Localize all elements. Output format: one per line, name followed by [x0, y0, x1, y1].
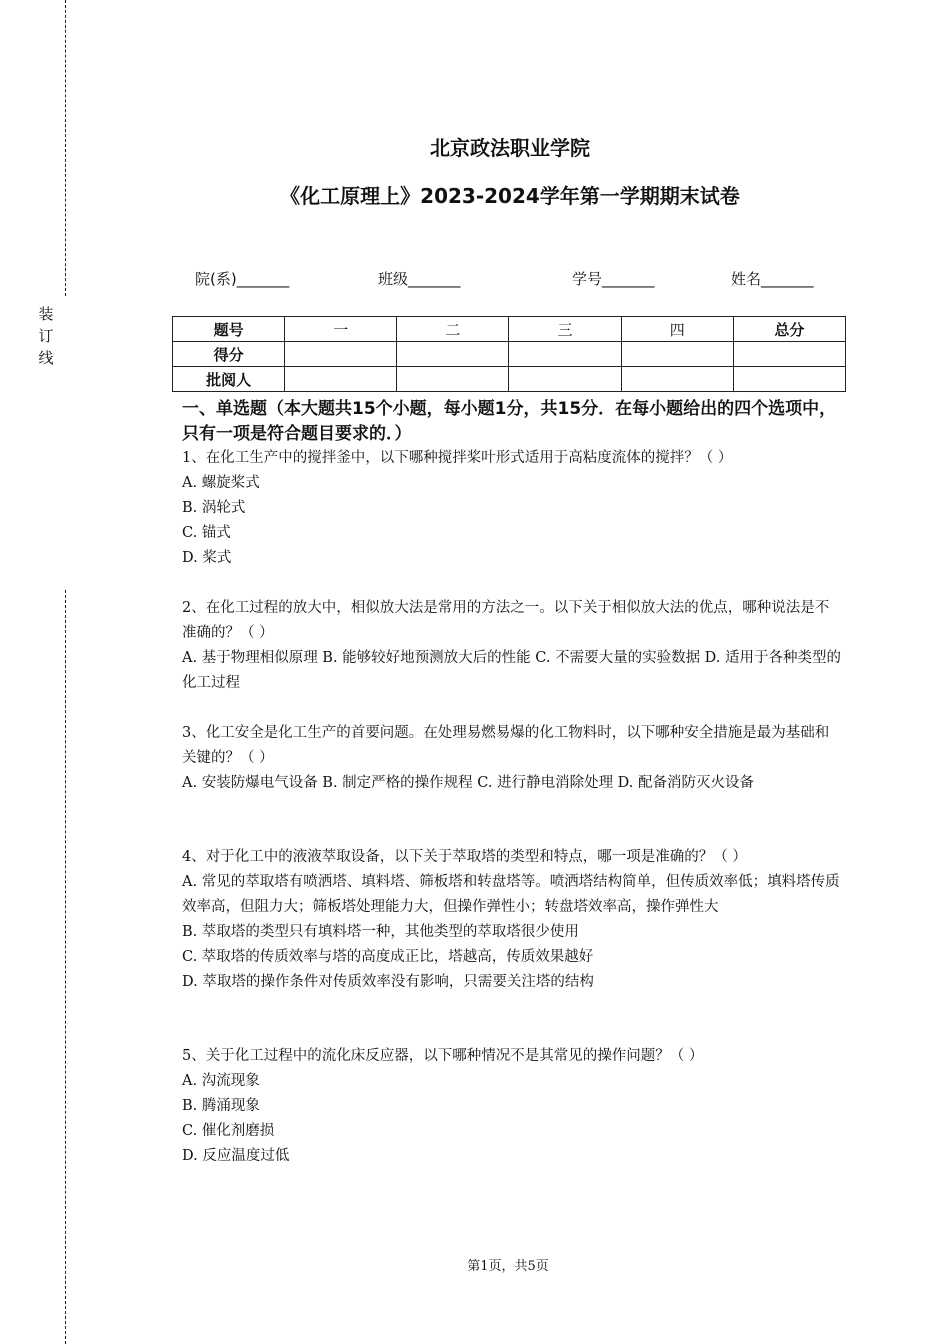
question-stem: 4、对于化工中的液液萃取设备，以下关于萃取塔的类型和特点，哪一项是准确的？（ ）	[182, 849, 747, 865]
score-table	[172, 316, 846, 392]
score-cell[interactable]	[285, 342, 397, 367]
page-footer: 第1页，共5页	[467, 1259, 549, 1274]
grader-cell[interactable]	[621, 367, 733, 392]
option-b: B. 腾涌现象	[182, 1098, 260, 1114]
grader-cell[interactable]	[397, 367, 509, 392]
option-b: B. 萃取塔的类型只有填料塔一种，其他类型的萃取塔很少使用	[182, 924, 579, 940]
section-title: 一、单选题（本大题共15个小题，每小题1分，共15分．在每小题给出的四个选项中，只有一项是符合题目要求的．）	[182, 399, 837, 444]
name-field[interactable]: 姓名_______	[731, 270, 814, 288]
exam-title: 《化工原理上》2023-2024学年第一学期期末试卷	[280, 184, 740, 208]
score-cell[interactable]	[397, 342, 509, 367]
school-name: 北京政法职业学院	[430, 136, 590, 160]
option-c: C. 锚式	[182, 525, 231, 541]
option-d: D. 萃取塔的操作条件对传质效率没有影响，只需要关注塔的结构	[182, 974, 594, 990]
option-d: D. 反应温度过低	[182, 1148, 290, 1164]
col-question-number: 题号	[173, 317, 285, 342]
question-stem: 5、关于化工过程中的流化床反应器，以下哪种情况不是其常见的操作问题？（ ）	[182, 1048, 704, 1064]
score-row	[173, 342, 846, 367]
option-a: A. 常见的萃取塔有喷洒塔、填料塔、筛板塔和转盘塔等。喷洒塔结构简单，但传质效率低；填料塔传质效率高，但阻力大；筛板塔处理能力大，但操作弹性小；转盘塔效率高，操作弹性大	[182, 874, 840, 915]
score-cell[interactable]	[509, 342, 621, 367]
binding-char: 订	[38, 327, 54, 345]
grader-cell[interactable]	[509, 367, 621, 392]
option-d: D. 桨式	[182, 550, 232, 566]
question-stem: 1、在化工生产中的搅拌釜中，以下哪种搅拌桨叶形式适用于高粘度流体的搅拌？（ ）	[182, 450, 733, 466]
row-label-score: 得分	[173, 342, 285, 367]
question-4	[182, 845, 842, 995]
option-a: A. 沟流现象	[182, 1073, 260, 1089]
option-b: B. 涡轮式	[182, 500, 246, 516]
score-cell[interactable]	[621, 342, 733, 367]
score-table-header-row	[173, 317, 846, 342]
question-stem: 2、在化工过程的放大中，相似放大法是常用的方法之一。以下关于相似放大法的优点，哪种说法是不准确的？（ ）	[182, 600, 830, 641]
col-part-3: 三	[509, 317, 621, 342]
binding-label	[36, 303, 56, 369]
grader-row	[173, 367, 846, 392]
col-part-1: 一	[285, 317, 397, 342]
student-id-field[interactable]: 学号_______	[572, 270, 655, 288]
question-1	[182, 446, 842, 571]
options-line: A. 基于物理相似原理 B. 能够较好地预测放大后的性能 C. 不需要大量的实验数据 D. 适用于各种类型的化工过程	[182, 650, 842, 691]
row-label-grader: 批阅人	[173, 367, 285, 392]
question-3	[182, 721, 842, 796]
binding-line-bottom	[65, 590, 66, 1344]
binding-char: 线	[38, 349, 54, 367]
question-2	[182, 596, 842, 696]
question-5	[182, 1044, 842, 1169]
student-info-row	[195, 268, 835, 292]
col-part-4: 四	[621, 317, 733, 342]
score-cell[interactable]	[733, 342, 845, 367]
grader-cell[interactable]	[285, 367, 397, 392]
question-stem: 3、化工安全是化工生产的首要问题。在处理易燃易爆的化工物料时，以下哪种安全措施是最为基础和关键的？（ ）	[182, 725, 830, 766]
col-part-2: 二	[397, 317, 509, 342]
option-a: A. 螺旋桨式	[182, 475, 260, 491]
option-c: C. 萃取塔的传质效率与塔的高度成正比，塔越高，传质效果越好	[182, 949, 594, 965]
binding-char: 装	[38, 305, 54, 323]
col-total: 总分	[733, 317, 845, 342]
class-field[interactable]: 班级_______	[378, 270, 461, 288]
option-c: C. 催化剂磨损	[182, 1123, 275, 1139]
options-line: A. 安装防爆电气设备 B. 制定严格的操作规程 C. 进行静电消除处理 D. 配备消防灭火设备	[182, 775, 755, 791]
grader-cell[interactable]	[733, 367, 845, 392]
department-field[interactable]: 院(系)_______	[195, 270, 290, 288]
